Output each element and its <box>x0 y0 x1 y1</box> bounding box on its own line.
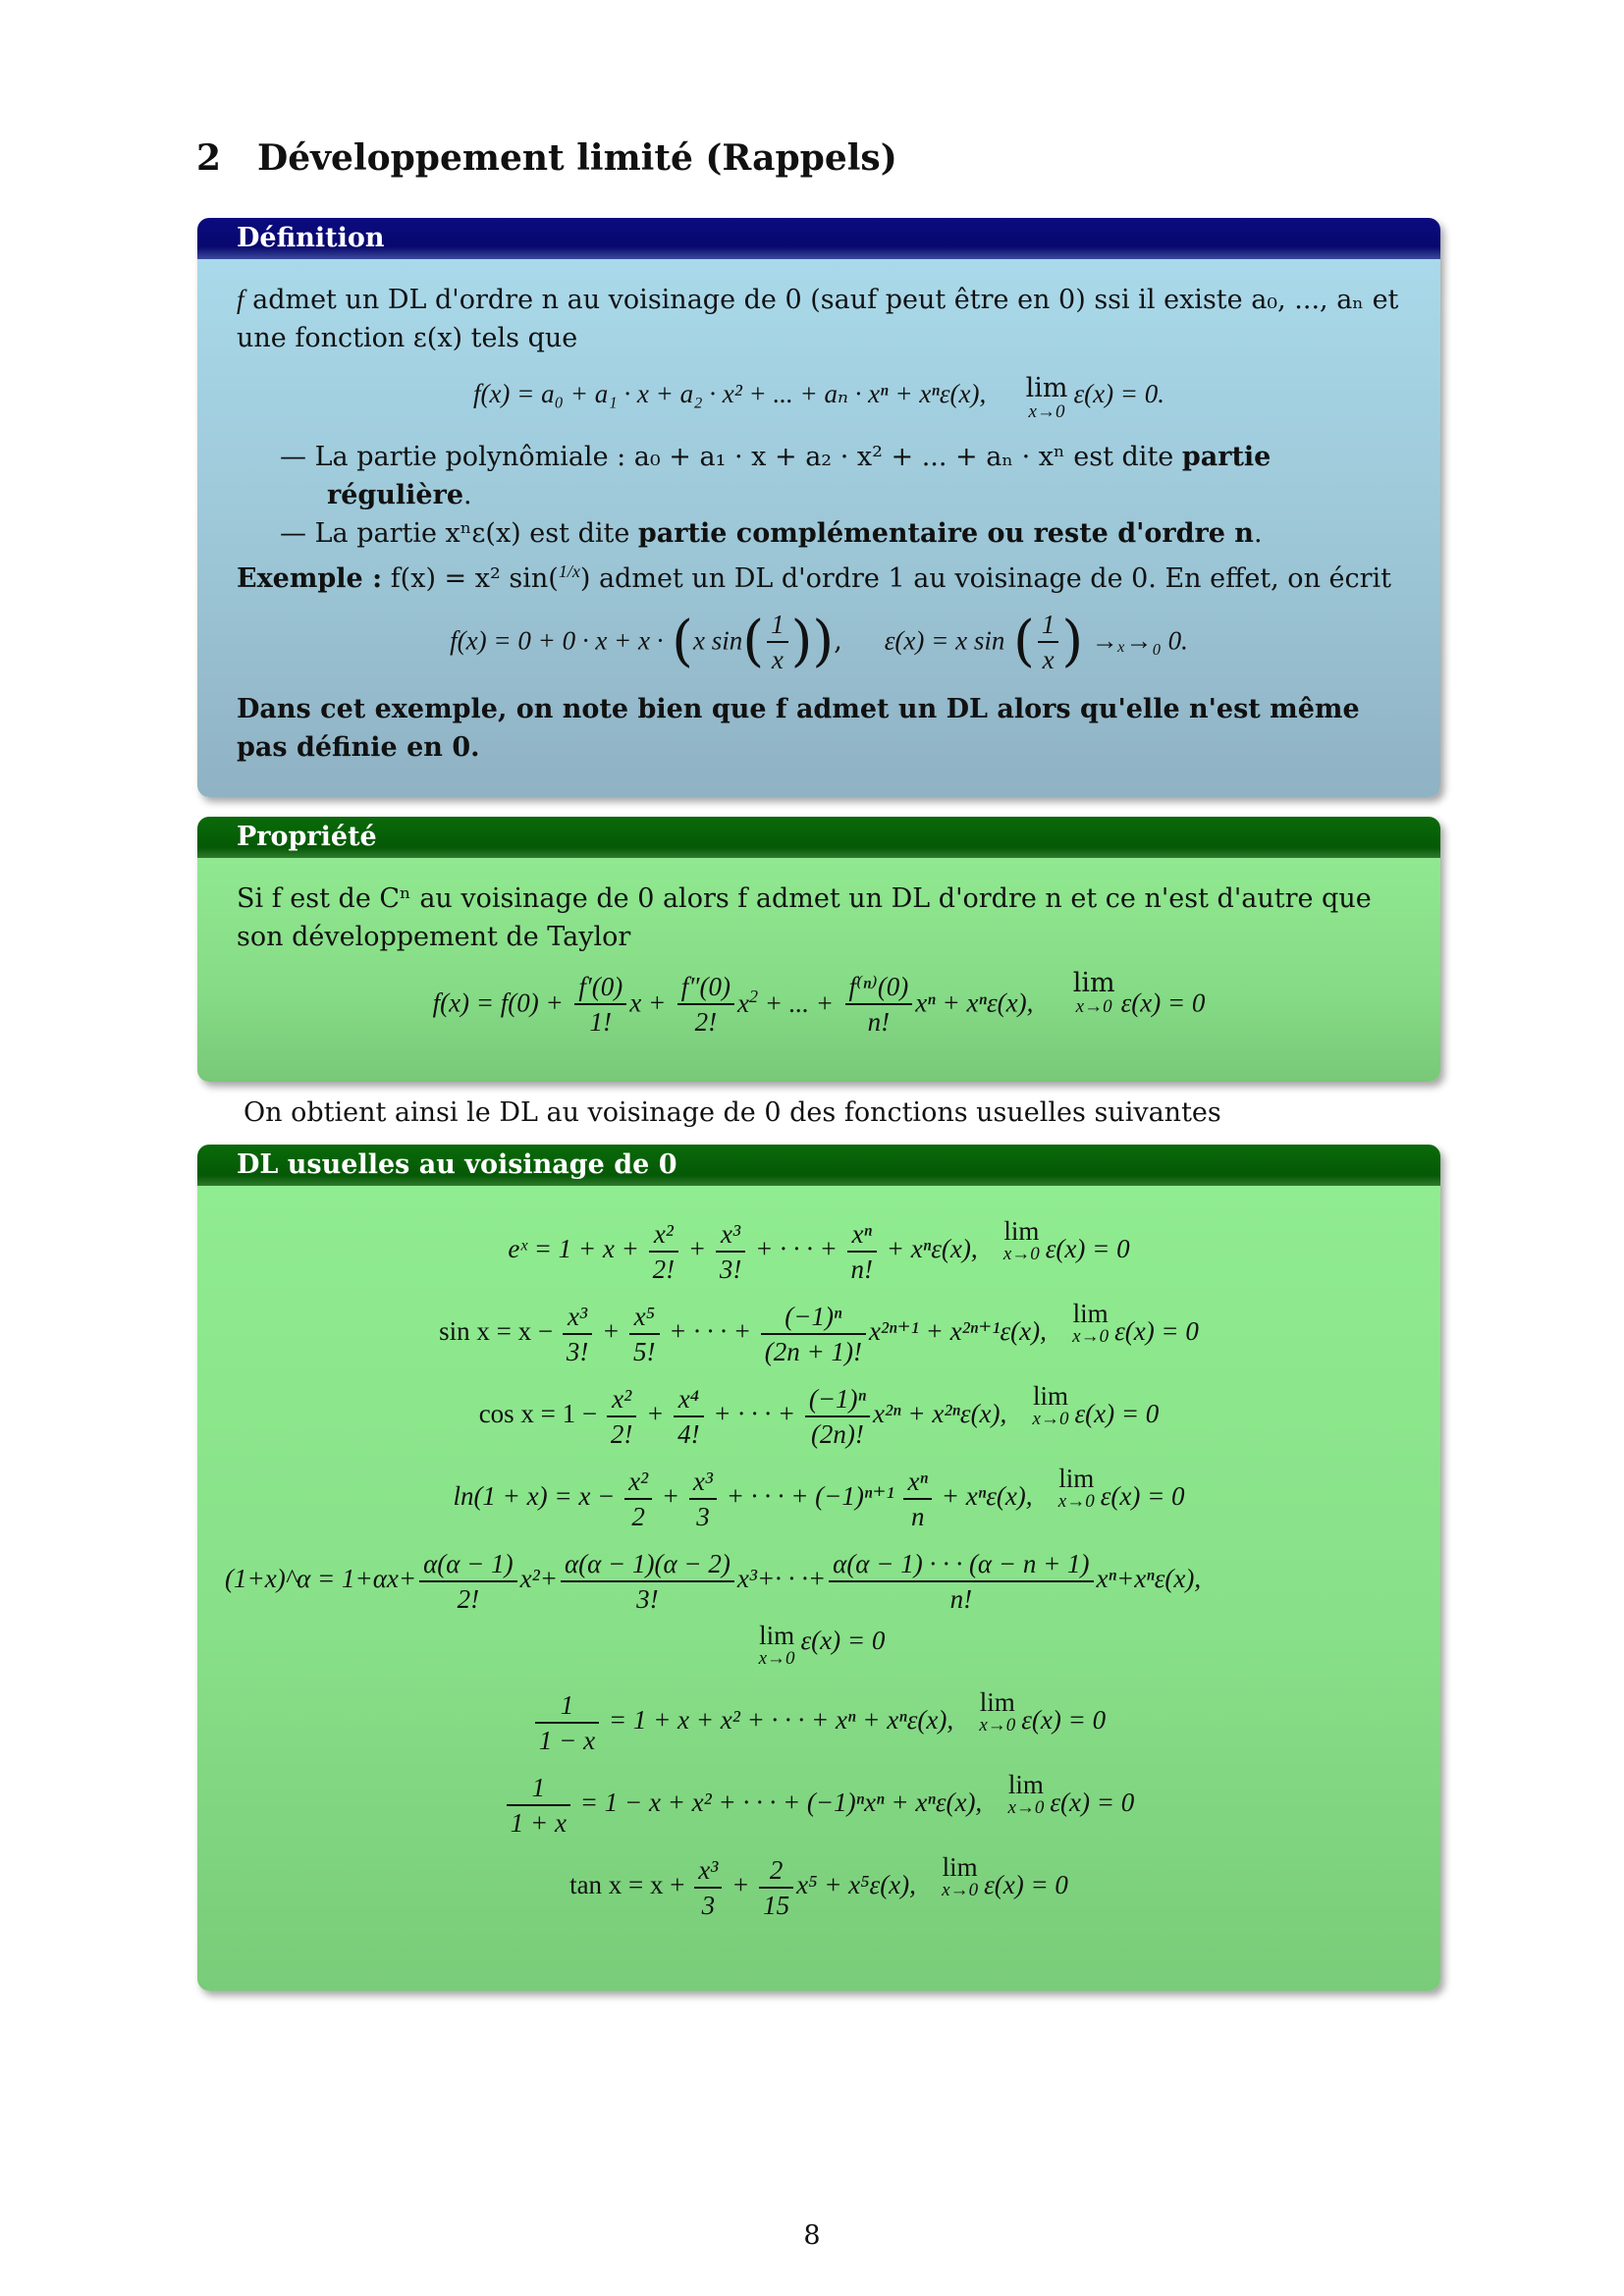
tan-lim: ε(x) = 0 <box>984 1870 1068 1900</box>
sin-n3: (−1)ⁿ <box>761 1300 866 1335</box>
example-formula: f(x) = 0 + 0 · x + x · (x sin( $\frac{1}{x}$ )), ε(x) = x sin ( $\frac{1}{x}$ ) →ₓ→₀ 0. <box>450 610 1188 674</box>
property-formula: f(x) = f(0) + $\frac{f'(0)}{1!}$ x + $\frac{f''(0)}{2!}$ $x^2$ + ... + $\frac{\text{f⁽ⁿ⁾(0)}}{n!}$ xⁿ + xⁿε(x), lim x→0 ε(x) = 0 <box>432 968 1206 1037</box>
exp-n3: xⁿ <box>847 1217 878 1253</box>
usual-dl-box <box>197 1145 1440 1991</box>
definition-lim <box>1026 375 1068 422</box>
ln-n2: x³ <box>689 1465 717 1500</box>
tan-n2: 2 <box>759 1853 793 1889</box>
example-formula-c: →ₓ→₀ 0. <box>1091 625 1188 656</box>
exp-lim: ε(x) = 0 <box>1045 1234 1130 1264</box>
item1-bold: partie régulière <box>327 442 1272 510</box>
sin-lim: ε(x) = 0 <box>1114 1316 1199 1347</box>
pow-d1: 2! <box>457 1584 480 1614</box>
example-text-a: f(x) = x² sin <box>382 563 549 594</box>
pow-d2: 3! <box>636 1584 659 1614</box>
inv2-lim: ε(x) = 0 <box>1050 1788 1135 1818</box>
inv1-rhs: = 1 + x + x² + · · · + xⁿ + xⁿε(x), <box>608 1705 954 1735</box>
inv2-rhs: = 1 − x + x² + · · · + (−1)ⁿxⁿ + xⁿε(x), <box>579 1788 983 1818</box>
cos-mid: + · · · + <box>713 1399 796 1429</box>
cos-lhs: cos x = 1 − <box>478 1399 598 1429</box>
item2-prefix: — La partie xⁿε(x) est dite <box>280 518 638 549</box>
definition-header: Définition <box>197 218 1440 259</box>
lim-word: lim <box>942 1852 978 1882</box>
definition-conclusion: Dans cet exemple, on note bien que f admet un DL alors qu'elle n'est même pas définie en 0. <box>237 694 1360 763</box>
cos-d1: 2! <box>610 1419 633 1449</box>
lim-sub: x→0 <box>1057 1491 1095 1512</box>
inv1-n: 1 <box>535 1688 599 1724</box>
taylor-tail: xⁿ + xⁿε(x), <box>915 988 1034 1018</box>
tan-n1: x³ <box>694 1853 722 1889</box>
exp-d3: n! <box>850 1255 874 1284</box>
lim-sub: x→0 <box>1002 1244 1040 1264</box>
dl-pow-limit <box>237 1622 1401 1669</box>
ln-n1: x² <box>624 1465 652 1500</box>
lim-sub: x→0 <box>1007 1797 1045 1818</box>
lim-sub: x→0 <box>1028 401 1065 422</box>
taylor-lhs: f(x) = f(0) + <box>432 988 564 1018</box>
cos-n3: (−1)ⁿ <box>805 1382 870 1417</box>
lim-word: lim <box>979 1687 1015 1717</box>
definition-main-limit: ε(x) = 0. <box>1073 379 1165 408</box>
lim-word: lim <box>1007 1770 1044 1799</box>
example-formula-a: f(x) = 0 + 0 · x + x · <box>450 625 664 656</box>
pow-m2: x³+· · ·+ <box>736 1564 827 1594</box>
ln-mid: + · · · + (−1)ⁿ⁺¹ <box>726 1481 894 1512</box>
sin-tail: x²ⁿ⁺¹ + x²ⁿ⁺¹ε(x), <box>868 1316 1047 1347</box>
definition-body <box>197 259 1440 797</box>
sin-n1: x³ <box>563 1300 593 1335</box>
ln-tail: + xⁿε(x), <box>941 1481 1033 1512</box>
exp-tail: + xⁿε(x), <box>886 1234 978 1264</box>
dl-cos: cos x = 1 − $\frac{\text{x²}}{2!}$ + $\frac{\text{x⁴}}{4!}$ + · · · + $\frac{\text{(−1)ⁿ}}{(2n)!}$ x²ⁿ + x²ⁿε(x), lim x→0 ε(x) = 0 <box>478 1381 1160 1449</box>
lim-word: lim <box>759 1621 795 1650</box>
ln-n3: xⁿ <box>903 1465 932 1500</box>
inv1-lim: ε(x) = 0 <box>1021 1705 1107 1735</box>
property-limit: ε(x) = 0 <box>1120 988 1206 1018</box>
property-body <box>197 858 1440 1082</box>
definition-intro-text: admet un DL d'ordre n au voisinage de 0 (sauf peut être en 0) ssi il existe a₀, ..., aₙ et une fonction ε(x) tels que <box>237 285 1399 353</box>
cos-lim: ε(x) = 0 <box>1074 1399 1160 1429</box>
lim-word: lim <box>1058 1464 1095 1493</box>
lim-word: lim <box>1025 373 1068 403</box>
inv2-d: 1 + x <box>510 1808 568 1838</box>
taylor-den-1: 1! <box>589 1007 613 1037</box>
inv1-d: 1 − x <box>538 1726 596 1755</box>
sin-d1: 3! <box>566 1337 589 1366</box>
cos-d3: (2n)! <box>810 1419 864 1449</box>
pow-n1: α(α − 1) <box>419 1547 517 1582</box>
example-text-b: admet un DL d'ordre 1 au voisinage de 0. En effet, on écrit <box>590 563 1392 594</box>
cos-tail: x²ⁿ + x²ⁿε(x), <box>873 1399 1007 1429</box>
lim-word: lim <box>1072 968 1115 998</box>
exp-d2: 3! <box>719 1255 742 1284</box>
ln-d3: n <box>910 1502 925 1531</box>
lim-word: lim <box>1072 1299 1109 1328</box>
item1-prefix: — La partie polynômiale : a₀ + a₁ · x + a₂ · x² + ... + aₙ · xⁿ est dite <box>280 442 1182 472</box>
section-title <box>196 137 897 179</box>
property-header: Propriété <box>197 817 1440 858</box>
pow-lim: ε(x) = 0 <box>800 1626 886 1655</box>
ln-lim: ε(x) = 0 <box>1100 1481 1185 1512</box>
definition-box <box>197 218 1440 797</box>
cos-n1: x² <box>607 1382 637 1417</box>
ln-d2: 3 <box>696 1502 710 1531</box>
section-title-text: Développement limité (Rappels) <box>257 137 897 179</box>
exp-lhs: eˣ = 1 + x + <box>508 1234 639 1264</box>
usual-dl-header: DL usuelles au voisinage de 0 <box>197 1145 1440 1186</box>
ln-lhs: ln(1 + x) = x − <box>453 1481 616 1512</box>
taylor-num-1: f′(0) <box>574 970 626 1005</box>
taylor-frac-2 <box>677 970 734 1039</box>
lim-sub: x→0 <box>1072 1326 1110 1347</box>
item2-suffix: . <box>1253 518 1263 549</box>
property-box <box>197 817 1440 1082</box>
definition-f: f <box>237 285 244 314</box>
dl-inv1 <box>237 1688 1401 1757</box>
tan-d1: 3 <box>701 1891 716 1920</box>
example-line: Exemple : f(x) = x² sin($^{1/x}$) admet un DL d'ordre 1 au voisinage de 0. En effet, on écrit <box>237 561 1392 594</box>
definition-formula <box>237 375 1401 422</box>
property-text: Si f est de Cⁿ au voisinage de 0 alors f admet un DL d'ordre n et ce n'est d'autre que son développement de Taylor <box>237 883 1372 952</box>
section-number: 2 <box>196 137 222 179</box>
taylor-frac-3 <box>845 970 913 1039</box>
taylor-den-3: n! <box>867 1007 891 1037</box>
pow-d3: n! <box>949 1584 973 1614</box>
inv2-n: 1 <box>507 1771 570 1806</box>
dl-tan: tan x = x + $\frac{\text{x³}}{3}$ + $\frac{2}{15}$ x⁵ + x⁵ε(x), lim x→0 ε(x) = 0 <box>569 1852 1068 1920</box>
lim-sub: x→0 <box>1032 1409 1069 1429</box>
pow-tail: xⁿ+xⁿε(x), <box>1096 1564 1202 1594</box>
item1-suffix: . <box>463 480 472 510</box>
dl-sin: sin x = x − $\frac{\text{x³}}{3!}$ + $\frac{\text{x⁵}}{5!}$ + · · · + $\frac{\text{(−1)ⁿ}}{(2n + 1)!}$ x²ⁿ⁺¹ + x²ⁿ⁺¹ε(x), lim x→0 ε(x) = 0 <box>439 1299 1199 1366</box>
exp-n1: x² <box>649 1217 679 1253</box>
dl-inv2 <box>237 1771 1401 1840</box>
lim-sub: x→0 <box>942 1880 979 1900</box>
sin-d3: (2n + 1)! <box>764 1337 862 1366</box>
lim-word: lim <box>1003 1216 1040 1246</box>
definition-intro <box>237 281 1401 357</box>
sin-lhs: sin x = x − <box>439 1316 554 1347</box>
exp-n2: x³ <box>716 1217 746 1253</box>
definition-main-formula: f(x) = a₀ + a₁ · x + a₂ · x² + ... + aₙ · xⁿ + xⁿε(x), <box>472 379 987 408</box>
lim-word: lim <box>1033 1381 1069 1411</box>
tan-d2: 15 <box>763 1891 790 1920</box>
taylor-den-2: 2! <box>694 1007 718 1037</box>
pow-n2: α(α − 1)(α − 2) <box>561 1547 734 1582</box>
pow-n3: α(α − 1) · · · (α − n + 1) <box>829 1547 1093 1582</box>
sin-n2: x⁵ <box>629 1300 660 1335</box>
lim-sub: x→0 <box>758 1648 795 1669</box>
taylor-num-2: f″(0) <box>677 970 734 1005</box>
tan-lhs: tan x = x + <box>569 1870 685 1900</box>
usual-dl-body <box>197 1186 1440 1991</box>
property-lim <box>1073 970 1115 1017</box>
cos-n2: x⁴ <box>674 1382 704 1417</box>
taylor-num-3: f⁽ⁿ⁾(0) <box>845 970 913 1005</box>
lim-sub: x→0 <box>1075 996 1112 1017</box>
dl-ln: ln(1 + x) = x − $\frac{\text{x²}}{2}$ + $\frac{\text{x³}}{3}$ + · · · + (−1)ⁿ⁺¹ $\frac{\text{xⁿ}}{n}$ + xⁿε(x), lim x→0 ε(x) = 0 <box>453 1464 1185 1531</box>
pow-lhs: (1+x)^α = 1+αx+ <box>225 1564 417 1594</box>
lim-sub: x→0 <box>979 1715 1016 1735</box>
taylor-frac-1 <box>574 970 626 1039</box>
tan-tail: x⁵ + x⁵ε(x), <box>796 1870 916 1900</box>
sin-d2: 5! <box>633 1337 656 1366</box>
definition-item-remainder <box>237 514 1401 553</box>
exp-mid: + · · · + <box>755 1234 838 1264</box>
cos-d2: 4! <box>677 1419 700 1449</box>
sin-mid: + · · · + <box>669 1316 751 1347</box>
item2-bold: partie complémentaire ou reste d'ordre n <box>637 518 1254 549</box>
dl-exp: eˣ = 1 + x + $\frac{\text{x²}}{2!}$ + $\frac{\text{x³}}{3!}$ + · · · + $\frac{\text{xⁿ}}{n!}$ + xⁿε(x), lim x→0 ε(x) = 0 <box>508 1216 1130 1284</box>
exp-d1: 2! <box>652 1255 676 1284</box>
example-label: Exemple : <box>237 563 383 594</box>
example-formula-b: ε(x) = x sin <box>884 625 1005 656</box>
dl-pow <box>225 1547 1401 1616</box>
usual-intro: On obtient ainsi le DL au voisinage de 0 des fonctions usuelles suivantes <box>244 1097 1221 1128</box>
pow-m1: x²+ <box>519 1564 558 1594</box>
page-number: 8 <box>803 2220 821 2251</box>
ln-d1: 2 <box>631 1502 645 1531</box>
definition-item-regular <box>237 438 1401 514</box>
